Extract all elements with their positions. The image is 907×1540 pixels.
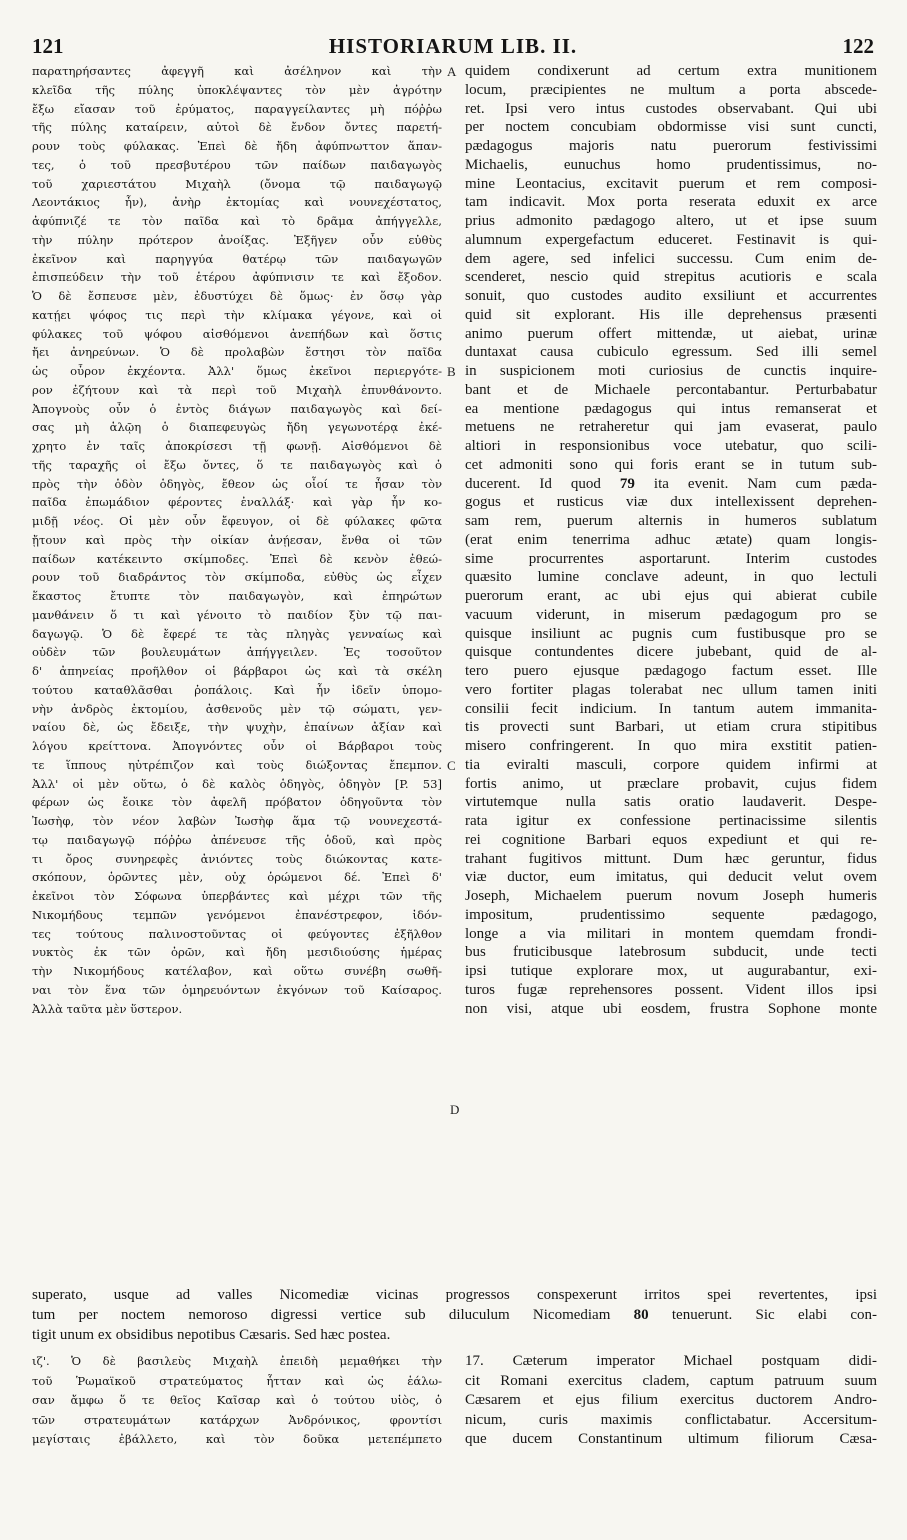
running-title: HISTORIARUM LIB. II.: [328, 34, 578, 58]
text-line: τούτου καταθλᾶσθαι ῥοπάλοις. Καὶ ἦν ἰδεῖν ὑπομο-: [32, 682, 442, 697]
text-line: φύλακες τοῦ ψόφου αἰσθόμενοι ἀνεπήδων καὶ ὅστις: [32, 326, 442, 341]
text-line: Cæsarem et ejus filium exercitus ductorem Andro-: [465, 1392, 877, 1408]
text-line: ναι τὸν ἕνα τῶν ὁμηρευόντων ἐκγόνων τοῦ Καίσαρος.: [32, 982, 442, 997]
text-line: ἀφύπνιζέ τε τὸν παῖδα καὶ τὸ δρᾶμα ἀπήγγελλε,: [32, 214, 442, 228]
text-line: ἔξω εἴασαν τοῦ ἐρύματος, παραγγείλαντες μὴ πόῤῥω: [32, 101, 442, 116]
text-line: πρὸς τὴν ὁδὸν ὁδηγὸς, ἔθεον ὡς οἷοί τε ἦσαν τὸν: [32, 476, 442, 491]
text-line: δαγωγῷ. Ὁ δὲ ἔφερέ τε τὰς πληγὰς γενναίως καὶ: [32, 626, 442, 641]
text-line: τῳ παιδαγωγῷ πόῤῥω ἀπένευσε τῆς ὁδοῦ, καὶ πρὸς: [32, 832, 442, 847]
text-line: tis provecti sunt Barbari, ut etiam crura stipitibus: [465, 719, 877, 736]
latin-section-17: [465, 1352, 877, 1450]
text-line: παῖδα ἐπωμάδιον φέροντες ἐναλλάξ· καὶ γὰρ ἦν κο-: [32, 495, 442, 510]
text-line: pædagogus majoris natu puerorum festivissimi: [465, 138, 877, 154]
latin-column: [465, 62, 877, 1018]
margin-letter-c: C: [447, 758, 456, 773]
text-line: μιδῇ νέος. Οἱ μὲν οὖν ἔφευγον, οἱ δὲ φύλακες φῶτα: [32, 514, 442, 528]
text-line: mine Leontacius, excitavit puerum et rem composi-: [465, 175, 877, 192]
text-line: altiori in responsionibus voce utebatur, quo scili-: [465, 438, 877, 454]
text-line: quisque contundentes dicere jubebant, quid de al-: [465, 644, 877, 661]
text-line: λόγου κρείττονα. Ἀπογνόντες οὖν οἱ Βάρβαροι τοὺς: [32, 739, 442, 753]
text-line: cit Romani exercitus cladem, captum patruum suum: [465, 1372, 877, 1389]
text-line: sonuit, quo custodes audito exsiliunt et accurrentes: [465, 288, 877, 304]
text-line: τῶν στρατευμάτων κατάρχων Ἀνδρόνικος, φροντίσι: [32, 1412, 442, 1427]
text-line: Ἀλλ' οἱ μὲν οὕτω, ὁ δὲ καλὸς ὁδηγὸς, ὁδηγὸν [P. 53]: [32, 776, 442, 791]
text-line: ἐκεῖνοι τὸν Σόφωνα ὑπερβάντες καὶ μέχρι τῶν τῆς: [32, 889, 442, 903]
text-line: bant et de Michaele percontabantur. Perturbabatur: [465, 381, 877, 398]
text-line: gogus et rusticus viæ dux intellexissent deprehen-: [465, 494, 877, 511]
text-line: Michaelis, eunuchus homo prudentissimus, no-: [465, 156, 877, 173]
text-line: Ἀλλὰ ταῦτα μὲν ὕστερον.: [32, 1001, 183, 1016]
text-line: τοῦ Ῥωμαϊκοῦ στρατεύματος ἧτταν καὶ ὡς ἑάλω-: [32, 1373, 442, 1388]
text-line: tia eviralti masculi, corpore quidem infirmi at: [465, 756, 877, 773]
text-line: nicum, curis maximis conflictabatur. Accersitum-: [465, 1411, 877, 1428]
text-line: τὴν πύλην πρότερον ἀνοίξας. Ἐξῆγεν οὖν εὐθὺς: [32, 232, 442, 247]
text-line: vero fortiter plagas tolerabat nec ullum tamen initi: [465, 681, 877, 698]
text-line: tigit unum ex obsidibus nepotibus Cæsaris. Sed hæc postea.: [32, 1327, 391, 1343]
text-line: fortis animo, ut præclare probavit, cujus fidem: [465, 775, 877, 792]
text-line: ρουν τοὺς φύλακας. Ἐπεὶ δὲ ἤδη ἀφύπνωττον ἅπαν-: [32, 139, 442, 153]
text-line: Νικομήδους τεμπῶν γενόμενοι ἐπανέστρεφον, ἰδόν-: [32, 907, 442, 922]
greek-section-17: [32, 1352, 442, 1450]
text-line: σαν ἄμφω ὅ τε θεῖος Καῖσαρ καὶ ὁ τούτου υἱὸς, ὁ: [32, 1393, 442, 1407]
margin-letter-b: B: [447, 364, 456, 379]
greek-column: [32, 62, 442, 1018]
text-line: τες τούτους παλινοστοῦντας οἱ φεύγοντες ἐξῆλθον: [32, 926, 442, 941]
text-line: ἐπισπεύδειν τὴν τοῦ ἑτέρου ἀφύπνισιν τε καὶ ἔξοδον.: [32, 270, 442, 285]
text-line: ναίου δὲ, ὡς ἔδειξε, τὴν ψυχὴν, ἐπαίνων ἀξίαν καὶ: [32, 720, 442, 735]
text-line: alumnum expergefactum educeret. Festinavit is qui-: [465, 231, 877, 248]
text-line: trahant fugitivos mittunt. Dum hæc geruntur, fidus: [465, 850, 877, 867]
text-line: locum, præcipientes ne multum a porta abscede-: [465, 81, 877, 98]
text-line: rei cognitione Barbari equos expediunt et qui re-: [465, 831, 877, 848]
text-line: quidem condixerunt ad certum extra munitionem: [465, 63, 877, 79]
text-line: τῆς ταραχῆς οἱ ἔξω ὄντες, ὅ τε παιδαγωγὸς καὶ ὁ: [32, 457, 442, 472]
text-line: animo puerum offert mittendæ, ut aiebat, urinæ: [465, 325, 877, 342]
text-line: δ' ἀπηνείας προῆλθον οἱ βάρβαροι ὡς καὶ τὰ σκέλη: [32, 664, 442, 678]
text-line: τι ὄρος συνηρεφὲς ἀνιόντες τοὺς διώκοντας κατε-: [32, 851, 442, 866]
text-line: Ἰωσὴφ, τὸν νέον λαβὼν Ἰωσὴφ ἅμα τῷ νουνεχεστά-: [32, 814, 442, 828]
text-line: Joseph, Michaelem puerum novum Joseph humeris: [465, 888, 877, 904]
text-line: sam rem, puerum alternis in humeros sublatum: [465, 513, 877, 529]
text-line: puerorum erant, ac ubi ejus qui abierat cubile: [465, 588, 877, 604]
text-line: ρουν τοῦ διαδράντος τὸν σκίμποδα, εὐθὺς ὡς εἶχεν: [32, 570, 442, 585]
text-line: κατῄει ψόφος τις περὶ τὴν κλίμακα γέγονε, καὶ οἱ: [32, 307, 442, 322]
page-header: [32, 34, 874, 60]
text-line: σας μὴ ἁλῷη ὁ διαπεφευγὼς ἤδη γεγωνοτέρᾳ ἐκέ-: [32, 420, 442, 435]
text-line: scenderet, nescio quid strepitus acutioris e scala: [465, 269, 877, 286]
full-width-paragraph: [32, 1285, 877, 1345]
text-line: μεγίσταις ἐβάλλετο, καὶ τὸν δοῦκα μετεπέμπετο: [32, 1432, 442, 1446]
text-line: φέρων ὡς ἔοικε τὸν ἀφελῆ πρόβατον ὁδηγοῦντα τὸν: [32, 795, 442, 810]
text-line: impositum, prudentissimo sequente pædagogo,: [465, 906, 877, 923]
text-line: ἤει ἀνηρεύνων. Ὁ δὲ προλαβὼν ἔστησι τὸν παῖδα: [32, 345, 442, 360]
text-line: ea mentione pædagogus qui intus remanserat et: [465, 400, 877, 417]
text-line: in suspicionem moti curiosius de cunctis inquire-: [465, 363, 877, 379]
text-line: sime procurrentes asportarunt. Interim custodes: [465, 550, 877, 567]
text-line: cet admoniti sono qui foris erant se in tutum sub-: [465, 456, 877, 473]
text-line: bus fruticibusque latebrosum subducit, unde tecti: [465, 944, 877, 961]
text-line: ᾔτουν καὶ πρὸς τὴν οἰκίαν ἀνῄεσαν, ἔνθα οἱ τῶν: [32, 532, 442, 547]
edition-page-marker: 80: [633, 1307, 649, 1323]
text-line: ducerent. Id quod 79 ita evenit. Nam cum pæda-: [465, 475, 877, 492]
text-line: turos fugæ reprehensores possent. Vident illos ipsi: [465, 981, 877, 998]
edition-page-marker: 79: [619, 475, 635, 492]
text-line: παρατηρήσαντες ἀφεγγῆ καὶ ἀσέληνον καὶ τὴν: [32, 64, 442, 78]
text-line: quisque insiliunt ac pugnis cum fustibusque pro se: [465, 625, 877, 642]
text-line: Λεοντάκιος ἦν), ἀνὴρ ἐκτομίας καὶ νουνεχέστατος,: [32, 195, 442, 210]
text-line: non visi, atque ubi eosdem, frustra Sophone monte: [465, 1000, 877, 1017]
text-line: tero puero ejusque pædagogo factum esset. Ille: [465, 663, 877, 679]
text-line: τε ἵππους ηὐτρέπιζον καὶ τοὺς διώξοντας ἔπεμπον.: [32, 757, 442, 772]
text-line: σκόπουν, ὁρῶντες μὲν, οὐχ ὁρώμενοι δέ. Ἐπεὶ δ': [32, 870, 442, 885]
text-line: τῆς πύλης καταίρειν, αὐτοὶ δὲ ἔνδον ὄντες παρετή-: [32, 120, 442, 135]
text-line: χρητο ἐν ταῖς ἀποκρίσεσι τῇ φωνῇ. Αἰσθόμενοι δὲ: [32, 439, 442, 453]
text-line: 17. Cæterum imperator Michael postquam didi-: [465, 1353, 877, 1369]
text-line: (erat enim tenerrima adhuc ætate) quam longis-: [465, 531, 877, 548]
text-line: ἐκεῖνον καὶ παρηγγύα θατέρῳ τῶν παιδαγωγῶν: [32, 251, 442, 266]
page-number-left: 121: [32, 34, 64, 58]
margin-letter-d: D: [450, 1102, 460, 1117]
text-line: τοῦ χαριεστάτου Μιχαὴλ (ὄνομα τῷ παιδαγωγῷ: [32, 176, 442, 191]
text-line: viæ ductor, eum imitatus, qui deducit velut ovem: [465, 869, 877, 886]
text-line: quid sit explorant. His ille deprehensus præsenti: [465, 306, 877, 323]
text-line: ιζ'. Ὁ δὲ βασιλεὺς Μιχαὴλ ἐπειδὴ μεμαθήκει τὴν: [32, 1354, 442, 1368]
text-line: ὡς οὖρον ἐκχέοντα. Ἀλλ' ὅμως ἐκεῖνοι περιεργότε-: [32, 364, 442, 378]
text-line: que ducem Constantinum ultimum filiorum Cæsa-: [465, 1431, 877, 1447]
text-line: rata igitur ex confessione pertinacissime silentis: [465, 813, 877, 829]
text-line: tum per noctem nemoroso digressi vertice sub diluculum Nicomediam 80 tenuerunt. Sic elabi con-: [32, 1307, 877, 1323]
text-line: παίδων κατέκειντο σκίμποδες. Ἐπεὶ δὲ κενὸν ἐθεώ-: [32, 551, 442, 566]
text-line: misero confringerent. In quo mira exstitit patien-: [465, 738, 877, 754]
text-line: virtutemque nulla satis oratio laudaverit. Despe-: [465, 794, 877, 811]
text-line: ἕκαστος ἔτυπτε τὸν παιδαγωγὸν, καὶ ἐπηρώτων: [32, 589, 442, 603]
text-line: tam indicavit. Mox porta reserata eduxit ex arce: [465, 194, 877, 211]
text-line: Ὁ δὲ ἔσπευσε μὲν, ἐδυστύχει δὲ ὅμως· ἐν ὅσῳ γὰρ: [32, 289, 442, 303]
text-line: νὴν ἀνδρὸς ἐκτομίου, ἀσθενοῦς μὲν τῷ σώματι, γεν-: [32, 701, 442, 716]
text-line: ipsi tutique explorare mox, ut augurabantur, exi-: [465, 963, 877, 979]
text-line: οὐδὲν τῶν βουλευμάτων ἀπήγγειλεν. Ἐς τοσοῦτον: [32, 645, 442, 660]
text-line: consilii fecit indicium. In tantum autem immanita-: [465, 700, 877, 717]
text-line: superato, usque ad valles Nicomediæ vicinas progressos conspexerunt irritos spei revertentes, ipsi: [32, 1287, 877, 1303]
page-number-right: 122: [842, 34, 874, 58]
text-line: per noctem concubiam obdormisse visi sunt cuncti,: [465, 119, 877, 136]
text-line: vacuum viderunt, in miserum pædagogum pro se: [465, 606, 877, 623]
text-line: duntaxat causa cubiculo egressum. Sed illi semel: [465, 344, 877, 361]
text-line: τες, ὁ τοῦ πρεσβυτέρου τῶν παίδων παιδαγωγὸς: [32, 157, 442, 172]
text-line: dem agere, sed infelici successu. Cum enim de-: [465, 250, 877, 267]
text-line: κλεῖδα τῆς πύλης ὑποκλέψαντες τὸν μὲν ἀγρότην: [32, 82, 442, 97]
text-line: ρον ἐζήτουν καὶ τὰ περὶ τοῦ Μιχαὴλ ἐπυνθάνοντο.: [32, 382, 442, 397]
text-line: ret. Ipsi vero intus custodes observabant. Qui ubi: [465, 100, 877, 117]
text-line: longe a via militari in montem quemdam frondi-: [465, 925, 877, 942]
text-line: μανθάνειν ὅ τι καὶ γένοιτο τὸ παιδίον ξὺν τῷ παι-: [32, 607, 442, 622]
margin-letter-a: A: [447, 64, 457, 79]
text-line: Ἀπογνοὺς οὖν ὁ ἐντὸς διάγων παιδαγωγὸς καὶ δεί-: [32, 401, 442, 416]
text-line: metuens ne retraheretur qui jam evaserat, paulo: [465, 419, 877, 436]
text-line: τὴν Νικομήδους κατέλαβον, καὶ οὕτω συνέβη σωθῆ-: [32, 964, 442, 978]
text-line: νυκτὸς ἐκ τῶν ὀρῶν, καὶ ἤδη μεσιδιούσης ἡμέρας: [32, 945, 442, 960]
text-line: prius admonito pædagogo altero, ut et ipse suum: [465, 213, 877, 229]
text-line: quæsito lumine conclave adeunt, in quo lectuli: [465, 569, 877, 586]
